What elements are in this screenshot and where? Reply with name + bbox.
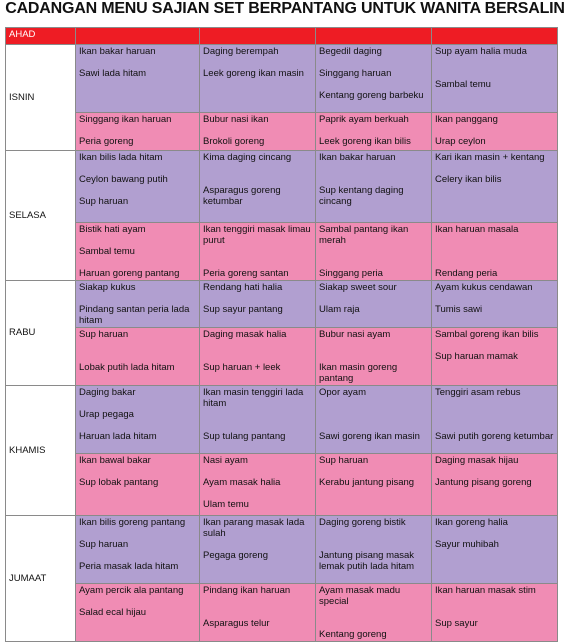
menu-cell bbox=[316, 151, 432, 223]
menu-item: Bistik hati ayam bbox=[79, 224, 146, 235]
spacer bbox=[79, 185, 196, 196]
menu-item: Ikan bakar haruan bbox=[79, 46, 156, 57]
menu-item: Sup lobak pantang bbox=[79, 477, 159, 488]
menu-item: Jantung pisang goreng bbox=[435, 477, 532, 488]
menu-cell bbox=[76, 281, 200, 328]
menu-cell bbox=[76, 45, 200, 113]
spacer bbox=[435, 125, 554, 136]
spacer bbox=[435, 57, 554, 68]
menu-item: Sup tulang pantang bbox=[203, 431, 286, 442]
spacer bbox=[319, 539, 428, 550]
spacer bbox=[203, 351, 312, 362]
spacer bbox=[435, 528, 554, 539]
menu-item: Haruan goreng pantang bbox=[79, 268, 180, 279]
menu-cell bbox=[200, 151, 316, 223]
menu-item: Daging goreng bistik bbox=[319, 517, 406, 528]
menu-item: Haruan lada hitam bbox=[79, 431, 157, 442]
menu-item: Ikan bawal bakar bbox=[79, 455, 151, 466]
page-title: CADANGAN MENU SAJIAN SET BERPANTANG UNTUK WANITA BERSALIN bbox=[5, 0, 565, 17]
day-label: KHAMIS bbox=[6, 386, 76, 516]
menu-cell bbox=[316, 516, 432, 584]
menu-item: Sup haruan bbox=[319, 455, 369, 466]
spacer bbox=[319, 125, 428, 136]
menu-cell bbox=[200, 328, 316, 386]
menu-item: Daging berempah bbox=[203, 46, 279, 57]
spacer bbox=[203, 607, 312, 618]
menu-item: Kari ikan masin + kentang bbox=[435, 152, 545, 163]
spacer bbox=[319, 57, 428, 68]
spacer bbox=[319, 607, 428, 618]
menu-cell bbox=[76, 516, 200, 584]
table-row bbox=[6, 386, 558, 454]
spacer bbox=[319, 351, 428, 362]
table-row bbox=[6, 516, 558, 584]
menu-item: Tenggiri asam rebus bbox=[435, 387, 521, 398]
menu-item: Daging masak hijau bbox=[435, 455, 519, 466]
menu-cell bbox=[76, 386, 200, 454]
spacer bbox=[79, 466, 196, 477]
menu-item: Ikan masin tenggiri lada hitam bbox=[203, 387, 304, 409]
spacer bbox=[319, 398, 428, 409]
menu-cell bbox=[200, 454, 316, 516]
spacer bbox=[203, 420, 312, 431]
menu-item: Sambal temu bbox=[79, 246, 135, 257]
spacer bbox=[79, 57, 196, 68]
table-row bbox=[6, 454, 558, 516]
menu-cell bbox=[200, 516, 316, 584]
table-row bbox=[6, 151, 558, 223]
table-row bbox=[6, 45, 558, 113]
menu-cell bbox=[432, 386, 558, 454]
spacer bbox=[319, 420, 428, 431]
spacer bbox=[203, 409, 312, 420]
menu-cell bbox=[200, 584, 316, 642]
menu-item: Ikan goreng halia bbox=[435, 517, 508, 528]
menu-item: Peria goreng bbox=[79, 136, 134, 147]
menu-item: Nasi ayam bbox=[203, 455, 248, 466]
menu-item: Jantung pisang masak lemak putih lada hitam bbox=[319, 550, 415, 572]
spacer bbox=[79, 235, 196, 246]
menu-table bbox=[5, 27, 558, 642]
spacer bbox=[435, 340, 554, 351]
menu-item: Ayam kukus cendawan bbox=[435, 282, 533, 293]
menu-cell bbox=[316, 45, 432, 113]
header-row bbox=[6, 28, 558, 45]
menu-item: Kima daging cincang bbox=[203, 152, 292, 163]
menu-item: Rendang hati halia bbox=[203, 282, 283, 293]
spacer bbox=[203, 174, 312, 185]
menu-item: Ayam masak halia bbox=[203, 477, 281, 488]
header-cell bbox=[432, 28, 558, 45]
menu-item: Bubur nasi ikan bbox=[203, 114, 269, 125]
spacer bbox=[79, 351, 196, 362]
menu-item: Leek goreng ikan masin bbox=[203, 68, 304, 79]
menu-item: Kentang goreng barbeku bbox=[319, 90, 424, 101]
menu-item: Ulam temu bbox=[203, 499, 249, 510]
menu-item: Tumis sawi bbox=[435, 304, 483, 315]
header-cell bbox=[316, 28, 432, 45]
menu-item: Celery ikan bilis bbox=[435, 174, 502, 185]
menu-cell bbox=[200, 113, 316, 151]
menu-cell bbox=[200, 45, 316, 113]
spacer bbox=[435, 607, 554, 618]
day-label: SELASA bbox=[6, 151, 76, 281]
menu-item: Sup haruan + leek bbox=[203, 362, 281, 373]
table-row bbox=[6, 223, 558, 281]
menu-item: Brokoli goreng bbox=[203, 136, 265, 147]
menu-cell bbox=[432, 151, 558, 223]
menu-item: Urap ceylon bbox=[435, 136, 486, 147]
spacer bbox=[79, 550, 196, 561]
menu-cell bbox=[432, 454, 558, 516]
spacer bbox=[203, 596, 312, 607]
spacer bbox=[203, 488, 312, 499]
spacer bbox=[319, 293, 428, 304]
menu-item: Ceylon bawang putih bbox=[79, 174, 168, 185]
menu-item: Sup haruan bbox=[79, 329, 129, 340]
menu-item: Siakap kukus bbox=[79, 282, 136, 293]
menu-item: Sayur muhibah bbox=[435, 539, 499, 550]
spacer bbox=[435, 466, 554, 477]
menu-cell bbox=[432, 516, 558, 584]
menu-item: Pegaga goreng bbox=[203, 550, 268, 561]
spacer bbox=[79, 293, 196, 304]
spacer bbox=[435, 293, 554, 304]
spacer bbox=[319, 246, 428, 257]
spacer bbox=[319, 466, 428, 477]
spacer bbox=[435, 246, 554, 257]
menu-item: Singgang peria bbox=[319, 268, 383, 279]
menu-cell bbox=[432, 328, 558, 386]
menu-item: Kentang goreng bbox=[319, 629, 387, 640]
spacer bbox=[435, 596, 554, 607]
menu-item: Sup haruan bbox=[79, 196, 129, 207]
spacer bbox=[79, 257, 196, 268]
menu-item: Siakap sweet sour bbox=[319, 282, 397, 293]
menu-item: Sup kentang daging cincang bbox=[319, 185, 404, 207]
menu-item: Ayam percik ala pantang bbox=[79, 585, 184, 596]
spacer bbox=[203, 246, 312, 257]
spacer bbox=[319, 79, 428, 90]
menu-item: Sawi goreng ikan masin bbox=[319, 431, 420, 442]
menu-item: Salad ecal hijau bbox=[79, 607, 147, 618]
menu-item: Ikan haruan masala bbox=[435, 224, 519, 235]
spacer bbox=[203, 257, 312, 268]
menu-cell bbox=[316, 584, 432, 642]
menu-item: Ikan bilis goreng pantang bbox=[79, 517, 186, 528]
menu-item: Pindang ikan haruan bbox=[203, 585, 291, 596]
menu-item: Begedil daging bbox=[319, 46, 382, 57]
menu-item: Sambal goreng ikan bilis bbox=[435, 329, 539, 340]
menu-cell bbox=[432, 281, 558, 328]
spacer bbox=[79, 125, 196, 136]
menu-item: Sup ayam halia muda bbox=[435, 46, 527, 57]
spacer bbox=[435, 68, 554, 79]
spacer bbox=[203, 125, 312, 136]
menu-item: Ikan panggang bbox=[435, 114, 498, 125]
menu-item: Sup haruan mamak bbox=[435, 351, 518, 362]
menu-item: Paprik ayam berkuah bbox=[319, 114, 409, 125]
header-cell bbox=[76, 28, 200, 45]
spacer bbox=[79, 596, 196, 607]
spacer bbox=[79, 340, 196, 351]
menu-cell bbox=[76, 454, 200, 516]
menu-cell bbox=[432, 45, 558, 113]
spacer bbox=[79, 528, 196, 539]
menu-cell bbox=[316, 281, 432, 328]
spacer bbox=[203, 466, 312, 477]
menu-item: Ikan haruan masak stim bbox=[435, 585, 536, 596]
menu-item: Leek goreng ikan bilis bbox=[319, 136, 411, 147]
spacer bbox=[435, 398, 554, 409]
spacer bbox=[435, 235, 554, 246]
day-label: JUMAAT bbox=[6, 516, 76, 642]
menu-cell bbox=[432, 223, 558, 281]
menu-cell bbox=[200, 223, 316, 281]
table-row bbox=[6, 328, 558, 386]
spacer bbox=[435, 420, 554, 431]
spacer bbox=[79, 163, 196, 174]
menu-item: Daging masak halia bbox=[203, 329, 287, 340]
menu-item: Pindang santan peria lada hitam bbox=[79, 304, 190, 326]
menu-cell bbox=[200, 386, 316, 454]
menu-item: Singgang ikan haruan bbox=[79, 114, 172, 125]
menu-item: Sawi lada hitam bbox=[79, 68, 147, 79]
menu-item: Peria masak lada hitam bbox=[79, 561, 179, 572]
spacer bbox=[79, 420, 196, 431]
menu-cell bbox=[76, 151, 200, 223]
spacer bbox=[319, 174, 428, 185]
spacer bbox=[79, 398, 196, 409]
table-row bbox=[6, 113, 558, 151]
menu-item: Peria goreng santan bbox=[203, 268, 289, 279]
menu-item: Ikan bakar haruan bbox=[319, 152, 396, 163]
menu-item: Sawi putih goreng ketumbar bbox=[435, 431, 554, 442]
spacer bbox=[203, 293, 312, 304]
menu-item: Sup sayur bbox=[435, 618, 478, 629]
table-row bbox=[6, 281, 558, 328]
menu-item: Bubur nasi ayam bbox=[319, 329, 391, 340]
menu-item: Sup haruan bbox=[79, 539, 129, 550]
spacer bbox=[319, 409, 428, 420]
menu-item: Asparagus goreng ketumbar bbox=[203, 185, 281, 207]
spacer bbox=[319, 340, 428, 351]
menu-item: Kerabu jantung pisang bbox=[319, 477, 415, 488]
spacer bbox=[435, 257, 554, 268]
menu-item: Ulam raja bbox=[319, 304, 360, 315]
spacer bbox=[319, 528, 428, 539]
menu-cell bbox=[432, 584, 558, 642]
menu-cell bbox=[76, 584, 200, 642]
menu-cell bbox=[200, 281, 316, 328]
header-cell bbox=[200, 28, 316, 45]
header-day: AHAD bbox=[6, 28, 76, 45]
spacer bbox=[203, 340, 312, 351]
menu-item: Ikan tenggiri masak limau purut bbox=[203, 224, 311, 246]
menu-cell bbox=[316, 223, 432, 281]
menu-cell bbox=[316, 113, 432, 151]
menu-item: Lobak putih lada hitam bbox=[79, 362, 175, 373]
menu-item: Ikan parang masak lada sulah bbox=[203, 517, 305, 539]
menu-item: Ayam masak madu special bbox=[319, 585, 401, 607]
menu-item: Asparagus telur bbox=[203, 618, 270, 629]
menu-item: Sup sayur pantang bbox=[203, 304, 283, 315]
table-row bbox=[6, 584, 558, 642]
spacer bbox=[435, 163, 554, 174]
spacer bbox=[319, 618, 428, 629]
menu-item: Sambal temu bbox=[435, 79, 491, 90]
menu-cell bbox=[316, 454, 432, 516]
spacer bbox=[319, 257, 428, 268]
spacer bbox=[203, 539, 312, 550]
menu-item: Ikan masin goreng pantang bbox=[319, 362, 398, 384]
menu-item: Singgang haruan bbox=[319, 68, 392, 79]
menu-cell bbox=[316, 328, 432, 386]
spacer bbox=[435, 409, 554, 420]
menu-cell bbox=[432, 113, 558, 151]
menu-item: Ikan bilis lada hitam bbox=[79, 152, 163, 163]
day-label: RABU bbox=[6, 281, 76, 386]
menu-item: Opor ayam bbox=[319, 387, 366, 398]
day-label: ISNIN bbox=[6, 45, 76, 151]
menu-item: Rendang peria bbox=[435, 268, 498, 279]
menu-item: Sambal pantang ikan merah bbox=[319, 224, 409, 246]
menu-item: Daging bakar bbox=[79, 387, 136, 398]
spacer bbox=[203, 57, 312, 68]
menu-cell bbox=[76, 328, 200, 386]
spacer bbox=[319, 163, 428, 174]
menu-cell bbox=[316, 386, 432, 454]
spacer bbox=[203, 163, 312, 174]
menu-item: Urap pegaga bbox=[79, 409, 134, 420]
menu-cell bbox=[76, 223, 200, 281]
menu-cell bbox=[76, 113, 200, 151]
